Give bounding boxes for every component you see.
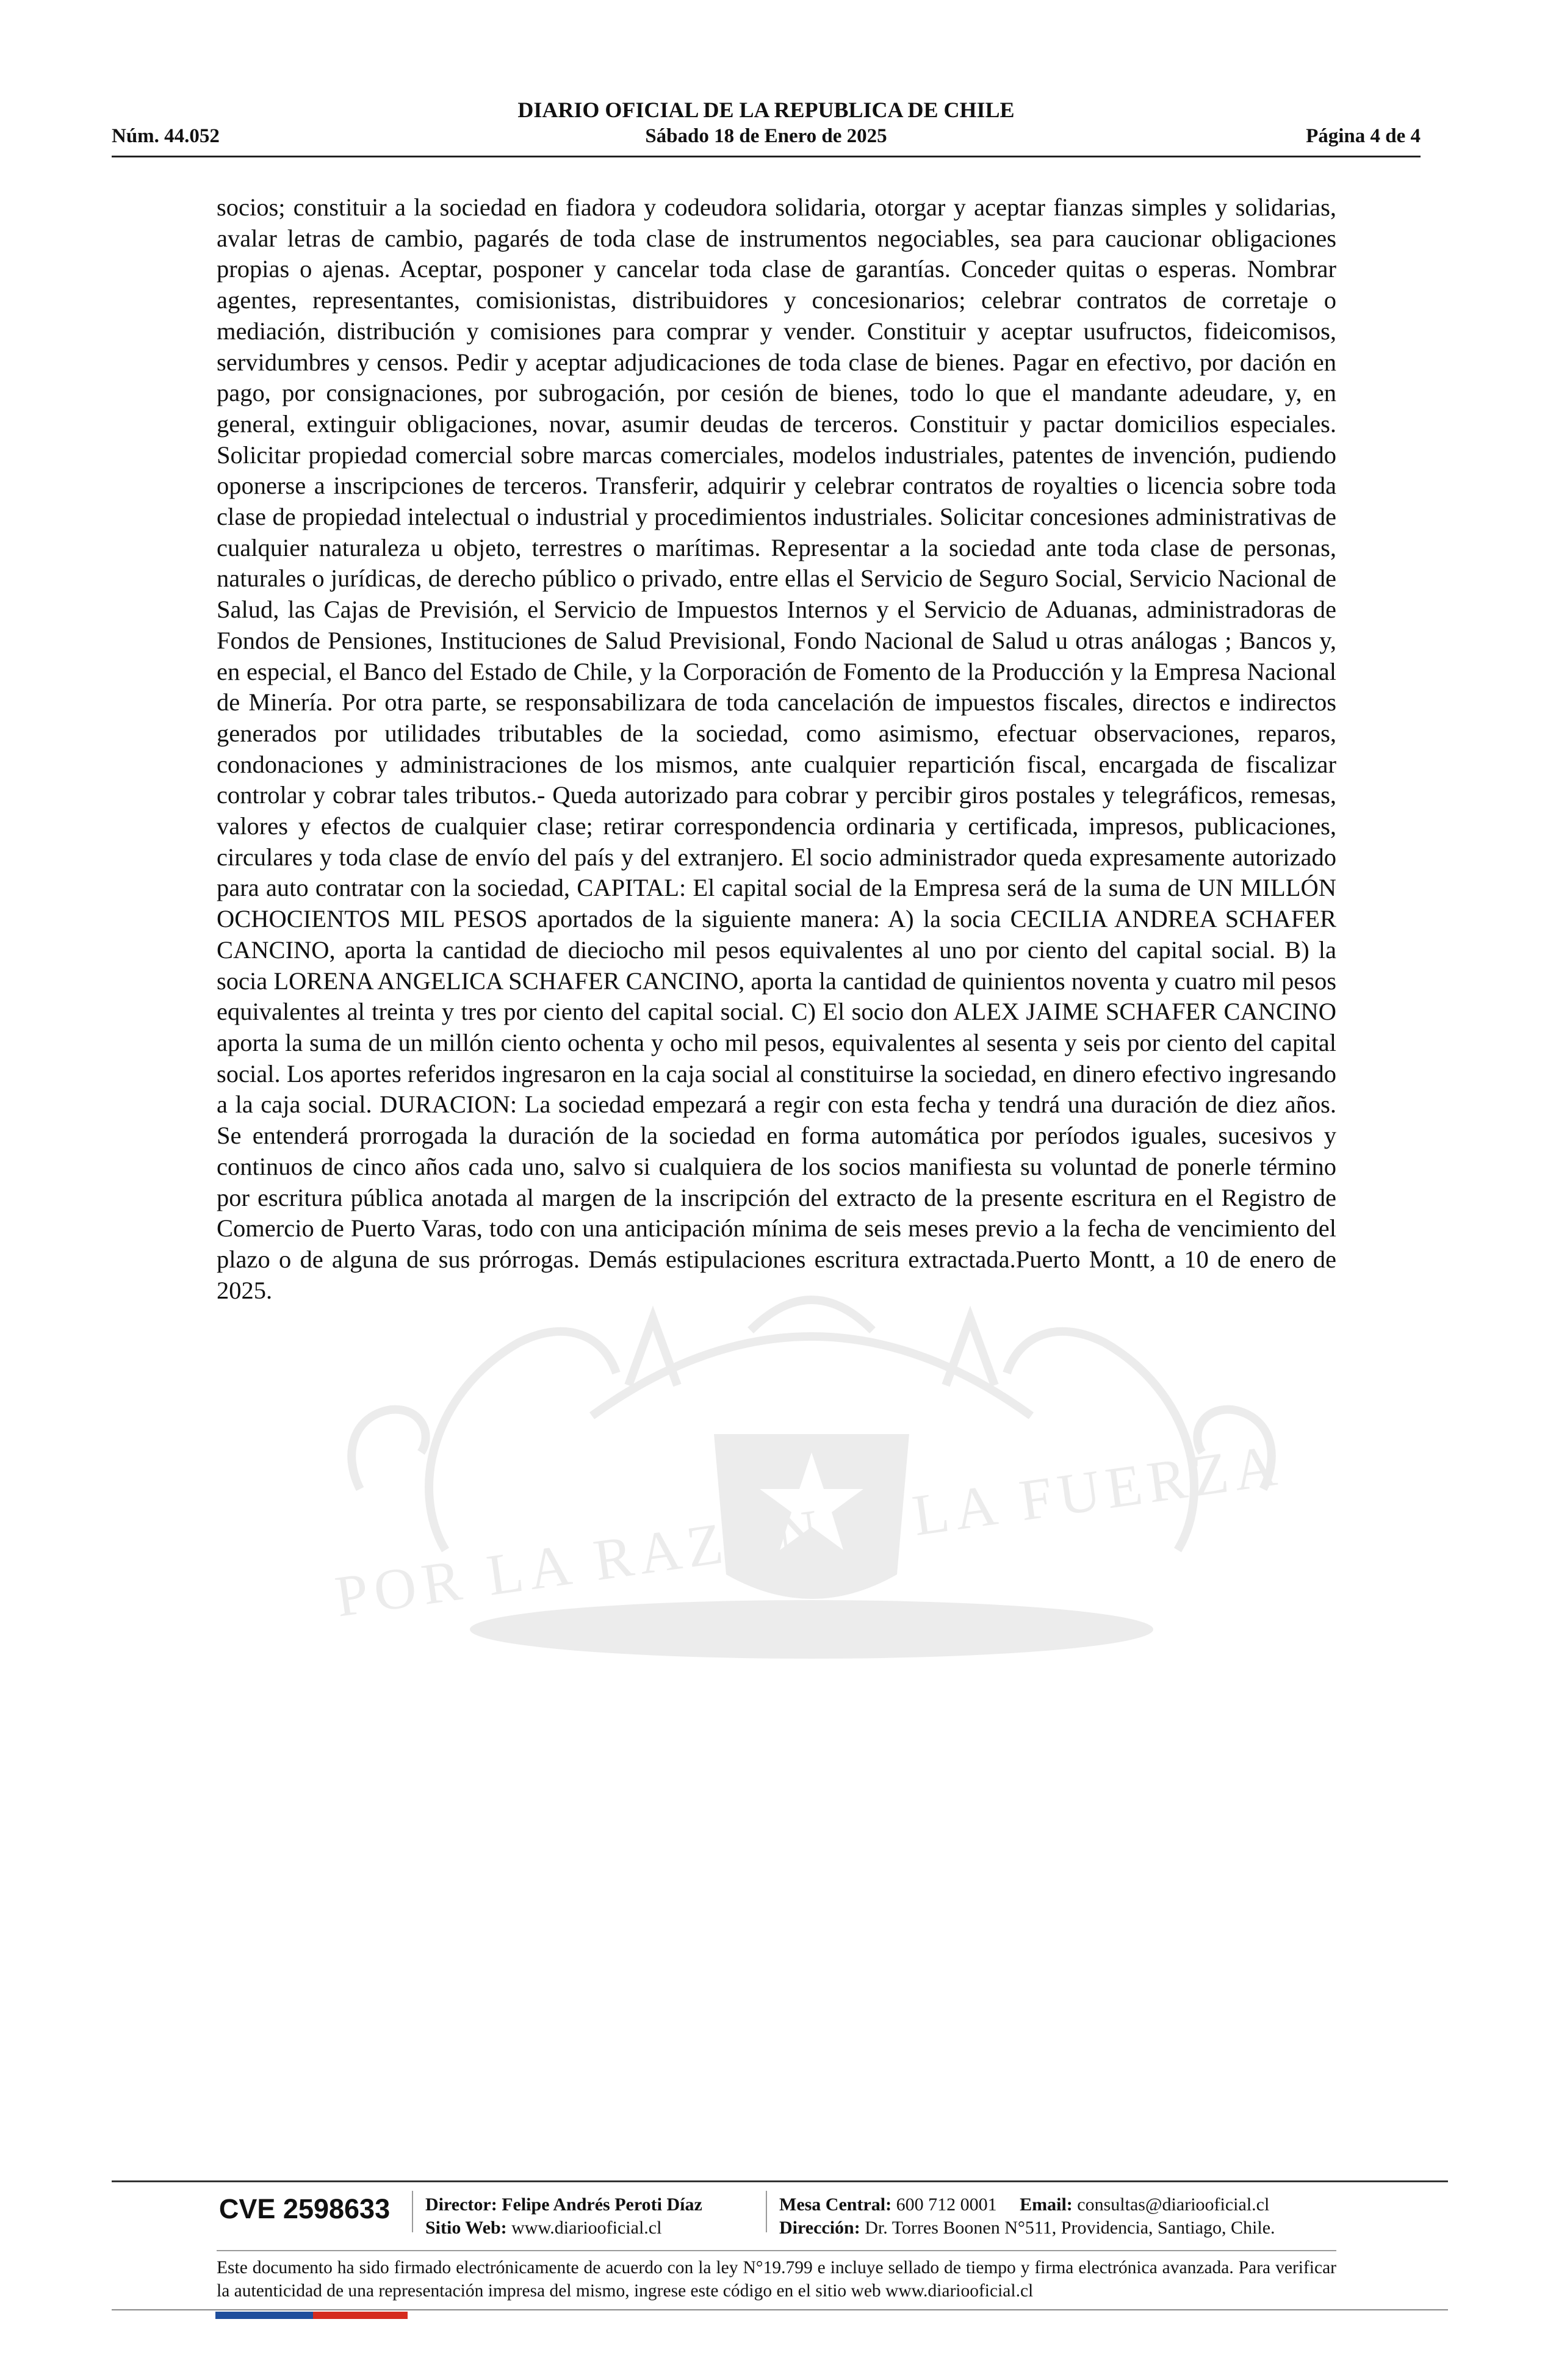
- svg-text:POR LA RAZON O LA FUERZA: POR LA RAZON O LA FUERZA: [331, 1431, 1287, 1629]
- flag-stripe-blue: [215, 2312, 313, 2319]
- address-label: Dirección:: [779, 2218, 860, 2238]
- footer-separator: [766, 2191, 767, 2232]
- address-line: [779, 2216, 1275, 2240]
- website-label: Sitio Web:: [425, 2218, 507, 2238]
- address-value: Dr. Torres Boonen N°511, Providencia, Santiago, Chile.: [865, 2218, 1275, 2238]
- page-indicator: Página 4 de 4: [1306, 125, 1421, 147]
- phone-label: Mesa Central:: [779, 2194, 892, 2215]
- issue-date: Sábado 18 de Enero de 2025: [645, 125, 887, 147]
- director-name: Felipe Andrés Peroti Díaz: [502, 2194, 702, 2215]
- footer-divider: [112, 2180, 1448, 2182]
- footer-divider: [112, 2309, 1448, 2310]
- contact-line: [779, 2193, 1269, 2216]
- website-link[interactable]: www.diariooficial.cl: [511, 2218, 662, 2238]
- website-line: [425, 2216, 661, 2240]
- page-header: [112, 92, 1421, 157]
- newspaper-title: DIARIO OFICIAL DE LA REPUBLICA DE CHILE: [517, 98, 1015, 122]
- flag-stripe-red: [313, 2312, 408, 2319]
- footer-divider: [217, 2250, 1336, 2251]
- email-link[interactable]: consultas@diariooficial.cl: [1077, 2194, 1270, 2215]
- footer-separator: [412, 2191, 413, 2232]
- director-line: [425, 2193, 702, 2216]
- director-label: Director:: [425, 2194, 497, 2215]
- legal-notice: Este documento ha sido firmado electrónicamente de acuerdo con la ley N°19.799 e incluye sellado de tiempo y firma electrónica avanzada. Para verificar la autenticidad de una representación impresa del mismo, ingrese este código en el sitio web www.diariooficial.cl: [217, 2258, 1336, 2301]
- issue-number: Núm. 44.052: [112, 125, 220, 147]
- cve-code: CVE 2598633: [218, 2193, 391, 2224]
- phone-number: 600 712 0001: [896, 2194, 997, 2215]
- extract-paragraph: socios; constituir a la sociedad en fiadora y codeudora solidaria, otorgar y aceptar fianzas simples y solidarias, avalar letras de cambio, pagarés de toda clase de instrumentos negociables, sea para caucionar obligaciones propias o ajenas. Aceptar, posponer y cancelar toda clase de garantías. Conceder quitas o esperas. Nombrar agentes, representantes, comisionistas, distribuidores y concesionarios; celebrar contratos de corretaje o mediación, distribución y comisiones para comprar y vender. Constituir y aceptar usufructos, fideicomisos, servidumbres y censos. Pedir y aceptar adjudicaciones de toda clase de bienes. Pagar en efectivo, por dación en pago, por consignaciones, por subrogación, por cesión de bienes, todo lo que el mandante adeudare, y, en general, extinguir obligaciones, novar, asumir deudas de terceros. Constituir y pactar domicilios especiales. Solicitar propiedad comercial sobre marcas comerciales, modelos industriales, patentes de invención, pudiendo oponerse a inscripciones de terceros. Transferir, adquirir y celebrar contratos de royalties o licencia sobre toda clase de propiedad intelectual o industrial y procedimientos industriales. Solicitar concesiones administrativas de cualquier naturaleza u objeto, terrestres o marítimas. Representar a la sociedad ante toda clase de personas, naturales o jurídicas, de derecho público o privado, entre ellas el Servicio de Seguro Social, Servicio Nacional de Salud, las Cajas de Previsión, el Servicio de Impuestos Internos y el Servicio de Aduanas, administradoras de Fondos de Pensiones, Instituciones de Salud Previsional, Fondo Nacional de Salud u otras análogas ; Bancos y, en especial, el Banco del Estado de Chile, y la Corporación de Fomento de la Producción y la Empresa Nacional de Minería. Por otra parte, se responsabilizara de toda cancelación de impuestos fiscales, directos e indirectos generados por utilidades tributables de la sociedad, como asimismo, efectuar observaciones, reparos, condonaciones y administraciones de los mismos, ante cualquier repartición fiscal, encargada de fiscalizar controlar y cobrar tales tributos.- Queda autorizado para cobrar y percibir giros postales y telegráficos, remesas, valores y efectos de cualquier clase; retirar correspondencia ordinaria y certificada, impresos, publicaciones, circulares y toda clase de envío del país y del extranjero. El socio administrador queda expresamente autorizado para auto contratar con la sociedad, CAPITAL: El capital social de la Empresa será de la suma de UN MILLÓN OCHOCIENTOS MIL PESOS aportados de la siguiente manera: A) la socia CECILIA ANDREA SCHAFER CANCINO, aporta la cantidad de dieciocho mil pesos equivalentes al uno por ciento del capital social. B) la socia LORENA ANGELICA SCHAFER CANCINO, aporta la cantidad de quinientos noventa y cuatro mil pesos equivalentes al treinta y tres por ciento del capital social. C) El socio don ALEX JAIME SCHAFER CANCINO aporta la suma de un millón ciento ochenta y ocho mil pesos, equivalentes al sesenta y seis por ciento del capital social. Los aportes referidos ingresaron en la caja social al constituirse la sociedad, en dinero efectivo ingresando a la caja social. DURACION: La sociedad empezará a regir con esta fecha y tendrá una duración de diez años. Se entenderá prorrogada la duración de la sociedad en forma automática por períodos iguales, sucesivos y continuos de cinco años cada uno, salvo si cualquiera de los socios manifiesta su voluntad de ponerle término por escritura pública anotada al margen de la inscripción del extracto de la presente escritura en el Registro de Comercio de Puerto Varas, todo con una anticipación mínima de seis meses previo a la fecha de vencimiento del plazo o de alguna de sus prórrogas. Demás estipulaciones escritura extractada.Puerto Montt, a 10 de enero de 2025.: [217, 193, 1336, 1304]
- email-label: Email:: [1020, 2194, 1073, 2215]
